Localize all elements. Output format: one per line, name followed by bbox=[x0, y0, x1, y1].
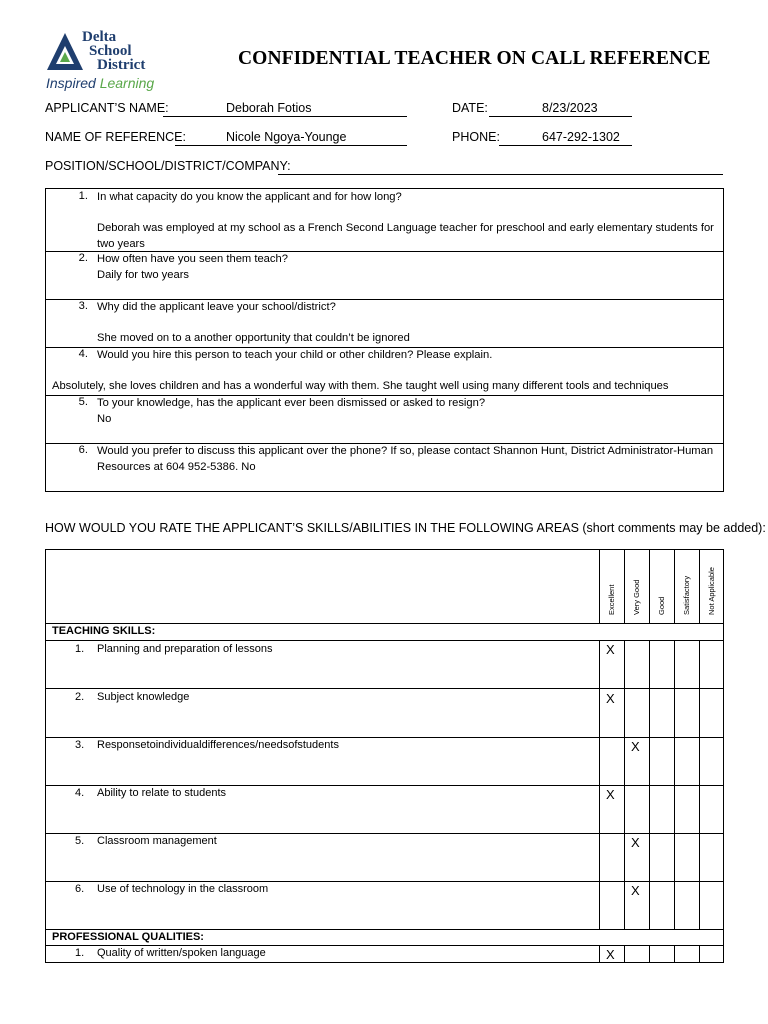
question-answer: Daily for two years bbox=[97, 269, 190, 281]
column-header-good: Good bbox=[657, 596, 666, 615]
rating-mark[interactable]: X bbox=[631, 835, 640, 850]
question-row bbox=[46, 395, 723, 444]
question-number: 6. bbox=[78, 444, 88, 456]
skill-text: Subject knowledge bbox=[97, 691, 190, 703]
question-row bbox=[46, 443, 723, 491]
rating-mark[interactable]: X bbox=[606, 947, 615, 962]
question-row bbox=[46, 347, 723, 396]
rating-mark[interactable]: X bbox=[631, 739, 640, 754]
question-row bbox=[46, 189, 723, 252]
grid-line bbox=[723, 549, 724, 963]
grid-line bbox=[599, 549, 600, 623]
grid-line bbox=[649, 945, 650, 962]
grid-line bbox=[674, 945, 675, 962]
skill-text: Quality of written/spoken language bbox=[97, 947, 266, 959]
logo-line-delta: Delta bbox=[82, 29, 117, 45]
question-text: Would you hire this person to teach your child or other children? Please explain. bbox=[97, 349, 493, 361]
question-row bbox=[46, 299, 723, 348]
logo-line-district: District bbox=[97, 57, 146, 73]
question-answer: Absolutely, she loves children and has a wonderful way with them. She taught well using many different tools and techniques bbox=[52, 380, 669, 392]
applicant-name-value: Deborah Fotios bbox=[226, 101, 312, 115]
grid-line bbox=[699, 945, 700, 962]
question-answer: Deborah was employed at my school as a French Second Language teacher for preschool and early elementary students for two years bbox=[97, 222, 714, 250]
district-logo bbox=[45, 30, 165, 92]
skill-text: Responsetoindividualdifferences/needsofstudents bbox=[97, 739, 339, 751]
question-text: In what capacity do you know the applicant and for how long? bbox=[97, 191, 402, 203]
logo-tagline-inspired: Inspired bbox=[46, 75, 96, 91]
grid-line bbox=[45, 785, 724, 786]
date-field[interactable] bbox=[489, 101, 632, 117]
applicant-name-field[interactable] bbox=[163, 101, 407, 117]
reference-name-field[interactable] bbox=[175, 130, 407, 146]
column-header-satisfactory: Satisfactory bbox=[682, 575, 691, 615]
rating-mark[interactable]: X bbox=[606, 642, 615, 657]
question-number: 3. bbox=[78, 300, 88, 312]
skill-number: 1. bbox=[75, 643, 85, 655]
grid-line bbox=[45, 640, 724, 641]
grid-line bbox=[649, 549, 650, 623]
grid-line bbox=[699, 640, 700, 929]
grid-line bbox=[599, 945, 600, 962]
skill-number: 2. bbox=[75, 691, 85, 703]
grid-line bbox=[624, 640, 625, 929]
grid-line bbox=[45, 833, 724, 834]
phone-value: 647-292-1302 bbox=[542, 130, 620, 144]
rating-mark[interactable]: X bbox=[606, 787, 615, 802]
grid-line bbox=[45, 623, 724, 624]
grid-line bbox=[624, 549, 625, 623]
skill-text: Planning and preparation of lessons bbox=[97, 643, 273, 655]
rating-mark[interactable]: X bbox=[631, 883, 640, 898]
skill-text: Use of technology in the classroom bbox=[97, 883, 269, 895]
question-text: Would you prefer to discuss this applicant over the phone? If so, please contact Shannon Hunt, District Administrator-Human Resources at 604 952-5386. No bbox=[97, 445, 714, 473]
skill-number: 4. bbox=[75, 787, 85, 799]
column-header-very-good: Very Good bbox=[632, 579, 641, 615]
grid-line bbox=[674, 549, 675, 623]
page-title: CONFIDENTIAL TEACHER ON CALL REFERENCE bbox=[238, 48, 711, 69]
applicant-name-label: APPLICANT’S NAME: bbox=[45, 101, 169, 115]
phone-label: PHONE: bbox=[452, 130, 500, 144]
question-number: 4. bbox=[78, 348, 88, 360]
skill-number: 3. bbox=[75, 739, 85, 751]
grid-line bbox=[599, 640, 600, 929]
skill-text: Ability to relate to students bbox=[97, 787, 227, 799]
question-row bbox=[46, 251, 723, 300]
column-header-excellent: Excellent bbox=[607, 584, 616, 615]
question-answer: No bbox=[97, 413, 112, 425]
logo-line-school: School bbox=[89, 43, 132, 59]
skill-number: 5. bbox=[75, 835, 85, 847]
rating-mark[interactable]: X bbox=[606, 691, 615, 706]
date-value: 8/23/2023 bbox=[542, 101, 598, 115]
rating-table bbox=[45, 549, 724, 963]
skill-text: Classroom management bbox=[97, 835, 217, 847]
grid-line bbox=[45, 549, 46, 963]
grid-line bbox=[624, 945, 625, 962]
date-label: DATE: bbox=[452, 101, 488, 115]
rating-header: HOW WOULD YOU RATE THE APPLICANT’S SKILLS/ABILITIES IN THE FOLLOWING AREAS (short comments may be added): bbox=[45, 521, 766, 535]
grid-line bbox=[45, 549, 724, 550]
grid-line bbox=[45, 962, 724, 963]
grid-line bbox=[699, 549, 700, 623]
professional-qualities-label: PROFESSIONAL QUALITIES: bbox=[52, 931, 204, 943]
question-number: 5. bbox=[78, 396, 88, 408]
grid-line bbox=[674, 640, 675, 929]
grid-line bbox=[45, 737, 724, 738]
teaching-skills-label: TEACHING SKILLS: bbox=[52, 625, 156, 637]
grid-line bbox=[45, 881, 724, 882]
skill-number: 1. bbox=[75, 947, 85, 959]
grid-line bbox=[45, 929, 724, 930]
position-label: POSITION/SCHOOL/DISTRICT/COMPANY: bbox=[45, 159, 291, 173]
delta-triangle-icon bbox=[45, 30, 85, 72]
position-field[interactable] bbox=[278, 159, 723, 175]
logo-tagline-learning: Learning bbox=[95, 75, 155, 91]
grid-line bbox=[649, 640, 650, 929]
question-answer: She moved on to a another opportunity that couldn’t be ignored bbox=[97, 332, 410, 344]
question-number: 2. bbox=[78, 252, 88, 264]
grid-line bbox=[45, 688, 724, 689]
grid-line bbox=[45, 945, 724, 946]
question-number: 1. bbox=[78, 190, 88, 202]
questions-box bbox=[45, 188, 724, 492]
reference-name-label: NAME OF REFERENCE: bbox=[45, 130, 186, 144]
logo-tagline bbox=[46, 75, 154, 91]
question-text: To your knowledge, has the applicant ever been dismissed or asked to resign? bbox=[97, 397, 486, 409]
question-text: How often have you seen them teach? bbox=[97, 253, 288, 265]
column-header-not-applicable: Not Applicable bbox=[707, 567, 716, 615]
question-text: Why did the applicant leave your school/district? bbox=[97, 301, 336, 313]
phone-field[interactable] bbox=[499, 130, 632, 146]
skill-number: 6. bbox=[75, 883, 85, 895]
reference-name-value: Nicole Ngoya-Younge bbox=[226, 130, 347, 144]
